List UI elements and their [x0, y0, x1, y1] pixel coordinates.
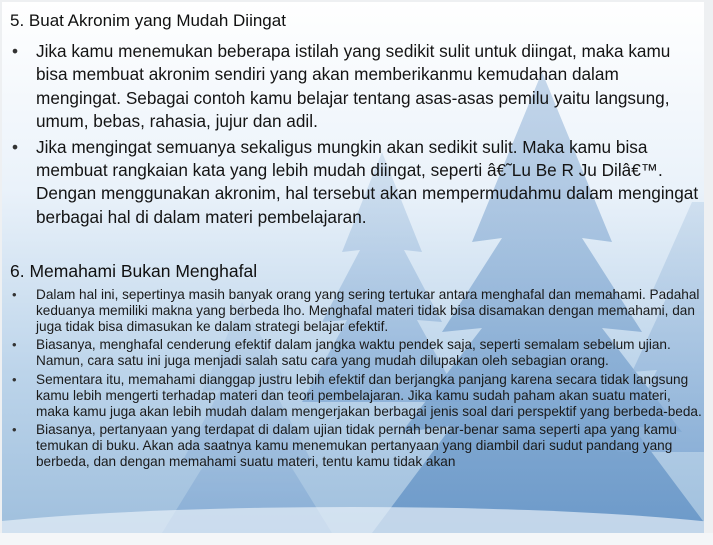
bottom-margin [0, 533, 713, 545]
slide-background [2, 2, 704, 533]
section-6-heading: 6. Memahami Bukan Menghafal [10, 261, 258, 281]
list-item: • Jika kamu menemukan beberapa istilah yang sedikit sulit untuk diingat, maka kamu bisa membuat akronim sendiri yang akan memberikanmu kemudahan dalam mengingat. Sebagai contoh kamu belajar tentang asas-asas pemilu yaitu langsung, umum, bebas, rahasia, jujur dan adil. [10, 40, 700, 134]
list-item: • Sementara itu, memahami dianggap justru lebih efektif dan berjangka panjang karena secara tidak langsung kamu lebih mengerti terhadap materi dan teori pembelajaran. Jika kamu sudah paham akan suatu materi, maka kamu juga akan lebih mudah dalam mengerjakan berbagai jenis soal dari perspektif yang berbeda-beda. [10, 372, 702, 419]
list-item: • Jika mengingat semuanya sekaligus mungkin akan sedikit sulit. Maka kamu bisa membuat rangkaian kata yang lebih mudah diingat, seperti â€˜Lu Be R Ju Dilâ€™. Dengan menggunakan akronim, hal tersebut akan mempermudahmu dalam mengingat berbagai hal di dalam materi pembelajaran. [10, 136, 700, 230]
section-5-list [10, 40, 700, 229]
list-item: • Dalam hal ini, sepertinya masih banyak orang yang sering tertukar antara menghafal dan memahami. Padahal keduanya memiliki makna yang berbeda lho. Menghafal materi tidak bisa disamakan dengan memahami, dan juga tidak bisa dimasukan ke dalam strategi belajar efektif. [10, 287, 702, 334]
list-item: • Biasanya, menghafal cenderung efektif dalam jangka waktu pendek saja, seperti semalam sebelum ujian. Namun, cara satu ini juga menjadi salah satu cara yang mudah dilupakan oleh sebagian orang. [10, 337, 702, 369]
section-5-heading: 5. Buat Akronim yang Mudah Diingat [10, 11, 286, 30]
section-6-list [10, 287, 702, 470]
list-item: • Biasanya, pertanyaan yang terdapat di dalam ujian tidak pernah benar-benar sama seperti apa yang kamu temukan di buku. Akan ada saatnya kamu menemukan pertanyaan yang diambil dari sudut pandang yang berbeda, dan dengan memahami suatu materi, tentu kamu tidak akan [10, 422, 702, 469]
